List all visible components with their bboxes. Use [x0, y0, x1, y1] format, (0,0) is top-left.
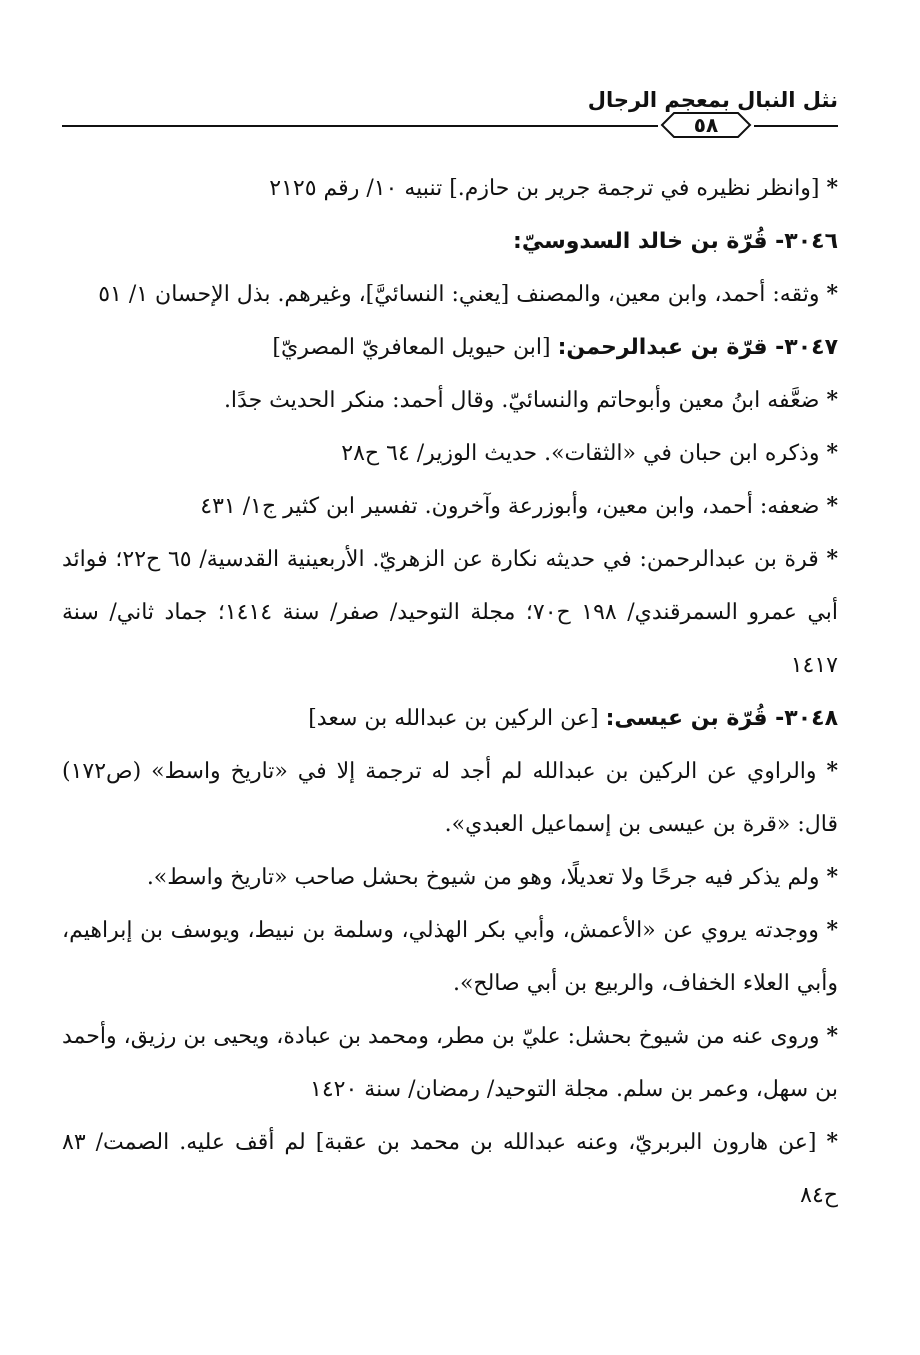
paragraph-text: ووجدته يروي عن «الأعمش، وأبي بكر الهذلي، وسلمة بن نبيط، ويوسف بن إبراهيم، وأبي العلاء الخفاف، والربيع بن أبي صالح». [62, 918, 838, 996]
bullet-mark: * [826, 281, 838, 307]
bullet-mark: * [826, 1129, 838, 1155]
entry-heading [62, 215, 838, 268]
paragraph [62, 162, 838, 215]
paragraph-text: وذكره ابن حبان في «الثقات». حديث الوزير/ ٦٤ ح٢٨ [341, 441, 820, 466]
paragraph-text: ضعَّفه ابنُ معين وأبوحاتم والنسائيّ. وقال أحمد: منكر الحديث جدًا. [223, 388, 820, 413]
bullet-mark: * [826, 864, 838, 890]
paragraph-text: وروى عنه من شيوخ بحشل: عليّ بن مطر، ومحمد بن عبادة، ويحيى بن رزيق، وأحمد بن سهل، وعمر بن سلم. مجلة التوحيد/ رمضان/ سنة ١٤٢٠ [62, 1024, 838, 1102]
paragraph-text: ضعفه: أحمد، وابن معين، وأبوزرعة وآخرون. تفسير ابن كثير ج١/ ٤٣١ [200, 494, 820, 519]
entry-title: ٣٠٤٦- قُرّة بن خالد السدوسيّ: [513, 229, 838, 254]
paragraph-text: قرة بن عبدالرحمن: في حديثه نكارة عن الزهريّ. الأربعينية القدسية/ ٦٥ ح٢٢؛ فوائد أبي عمرو السمرقندي/ ١٩٨ ح٧٠؛ مجلة التوحيد/ صفر/ سنة ١٤١٤؛ جماد ثاني/ سنة ١٤١٧ [62, 547, 838, 678]
bullet-mark: * [826, 917, 838, 943]
entry-heading [62, 692, 838, 745]
bullet-mark: * [826, 493, 838, 519]
bullet-mark: * [826, 1023, 838, 1049]
paragraph [62, 374, 838, 427]
page-body [62, 162, 838, 1222]
paragraph-text: [عن هارون البربريّ، وعنه عبدالله بن محمد بن عقبة] لم أقف عليه. الصمت/ ٨٣ ح٨٤ [62, 1130, 838, 1208]
page-number: ٥٨ [693, 113, 719, 137]
paragraph [62, 904, 838, 1010]
paragraph [62, 851, 838, 904]
bullet-mark: * [826, 758, 838, 784]
entry-note: [ابن حيويل المعافريّ المصريّ] [272, 335, 551, 360]
bullet-mark: * [826, 440, 838, 466]
page-number-badge [658, 110, 754, 140]
paragraph [62, 480, 838, 533]
paragraph [62, 427, 838, 480]
paragraph-text: ولم يذكر فيه جرحًا ولا تعديلًا، وهو من شيوخ بحشل صاحب «تاريخ واسط». [146, 865, 820, 890]
entry-heading [62, 321, 838, 374]
paragraph-text: وثقه: أحمد، وابن معين، والمصنف [يعني: النسائيَّ]، وغيرهم. بذل الإحسان ١/ ٥١ [98, 282, 820, 307]
page-header [62, 80, 838, 150]
bullet-mark: * [826, 387, 838, 413]
entry-note: [عن الركين بن عبدالله بن سعد] [308, 706, 599, 731]
paragraph [62, 1116, 838, 1222]
entry-title: ٣٠٤٧- قرّة بن عبدالرحمن: [557, 335, 838, 360]
running-title: نثل النبال بمعجم الرجال [587, 88, 838, 112]
paragraph [62, 533, 838, 692]
paragraph-text: [وانظر نظيره في ترجمة جرير بن حازم.] تنبيه ١٠/ رقم ٢١٢٥ [269, 176, 820, 201]
bullet-mark: * [826, 175, 838, 201]
paragraph-text: والراوي عن الركين بن عبدالله لم أجد له ترجمة إلا في «تاريخ واسط» (ص١٧٢) قال: «قرة بن عيسى بن إسماعيل العبدي». [62, 759, 838, 837]
paragraph [62, 1010, 838, 1116]
entry-title: ٣٠٤٨- قُرّة بن عيسى: [605, 706, 838, 731]
paragraph [62, 745, 838, 851]
bullet-mark: * [826, 546, 839, 572]
paragraph [62, 268, 838, 321]
